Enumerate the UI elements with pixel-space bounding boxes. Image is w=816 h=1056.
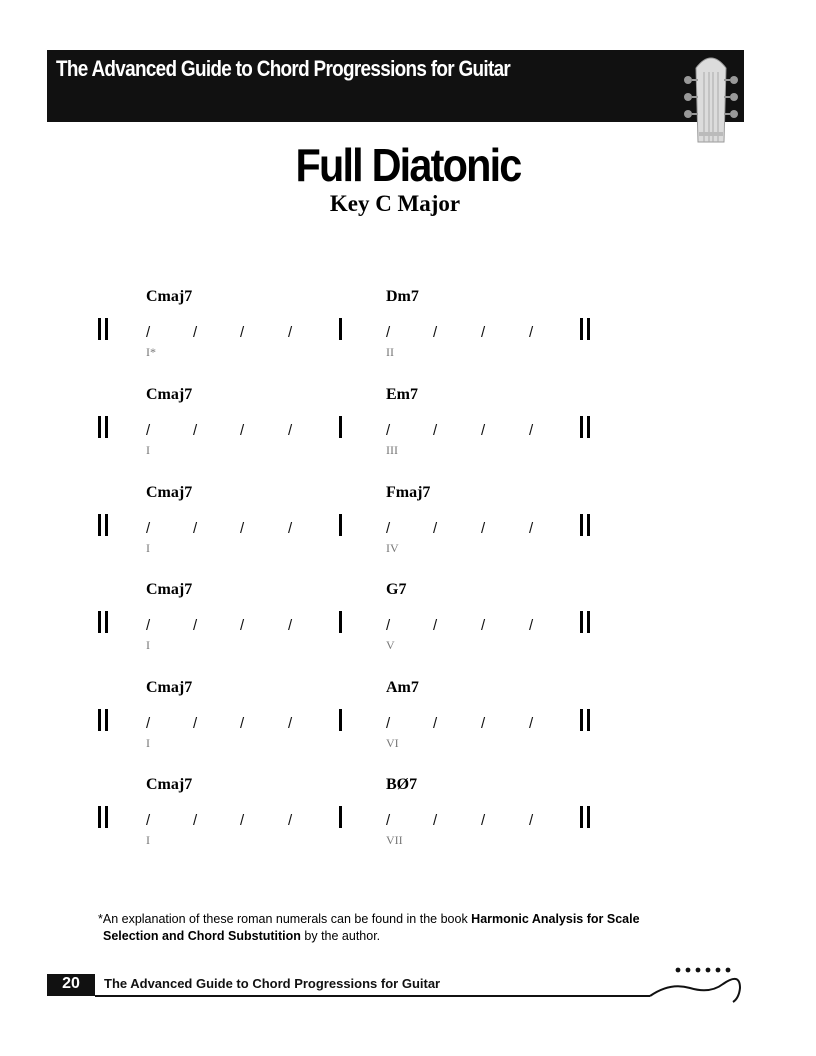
chord-name: Cmaj7 bbox=[146, 484, 193, 501]
beat-slash: / bbox=[433, 422, 438, 439]
footnote-book-title-cont: Selection and Chord Substutition bbox=[103, 929, 301, 943]
roman-numeral: I* bbox=[146, 345, 156, 359]
roman-numeral: I bbox=[146, 736, 150, 750]
footnote-text: *An explanation of these roman numerals can be found in the book bbox=[98, 912, 472, 926]
beat-slash: / bbox=[240, 324, 245, 341]
beat-slash: / bbox=[481, 812, 486, 829]
beat-slash: / bbox=[146, 715, 151, 732]
beat-slash: / bbox=[386, 422, 391, 439]
double-barline-start bbox=[98, 318, 110, 340]
beat-slash: / bbox=[481, 520, 486, 537]
beat-slash: / bbox=[146, 812, 151, 829]
header-bar bbox=[47, 50, 744, 122]
beat-slash: / bbox=[386, 520, 391, 537]
beat-slash: / bbox=[433, 324, 438, 341]
double-barline-end bbox=[580, 709, 592, 731]
page-number: 20 bbox=[62, 975, 80, 992]
progression-row bbox=[0, 581, 816, 661]
beat-slash: / bbox=[529, 812, 534, 829]
beat-slash: / bbox=[386, 617, 391, 634]
beat-slash: / bbox=[529, 520, 534, 537]
beat-slash: / bbox=[433, 812, 438, 829]
beat-slash: / bbox=[288, 617, 293, 634]
beat-slash: / bbox=[146, 324, 151, 341]
beat-slash: / bbox=[386, 812, 391, 829]
roman-numeral: I bbox=[146, 443, 150, 457]
double-barline-start bbox=[98, 611, 110, 633]
double-barline-start bbox=[98, 709, 110, 731]
beat-slash: / bbox=[529, 422, 534, 439]
chord-name: Cmaj7 bbox=[146, 776, 193, 793]
beat-slash: / bbox=[240, 422, 245, 439]
beat-slash: / bbox=[481, 422, 486, 439]
chord-name: Dm7 bbox=[386, 288, 419, 305]
double-barline-end bbox=[580, 318, 592, 340]
barline bbox=[339, 416, 342, 438]
beat-slash: / bbox=[433, 715, 438, 732]
beat-slash: / bbox=[288, 520, 293, 537]
chord-name: Em7 bbox=[386, 386, 418, 403]
double-barline-end bbox=[580, 416, 592, 438]
chord-name: Cmaj7 bbox=[146, 386, 193, 403]
beat-slash: / bbox=[193, 324, 198, 341]
chord-name: G7 bbox=[386, 581, 407, 598]
beat-slash: / bbox=[240, 812, 245, 829]
progression-row bbox=[0, 386, 816, 466]
beat-slash: / bbox=[481, 715, 486, 732]
footnote-book-title: Harmonic Analysis for Scale bbox=[471, 912, 640, 926]
barline bbox=[339, 709, 342, 731]
roman-numeral: III bbox=[386, 443, 398, 457]
barline bbox=[339, 611, 342, 633]
roman-numeral: IV bbox=[386, 541, 399, 555]
beat-slash: / bbox=[146, 617, 151, 634]
beat-slash: / bbox=[240, 617, 245, 634]
double-barline-start bbox=[98, 416, 110, 438]
roman-numeral: I bbox=[146, 833, 150, 847]
beat-slash: / bbox=[288, 324, 293, 341]
double-barline-start bbox=[98, 514, 110, 536]
beat-slash: / bbox=[193, 715, 198, 732]
beat-slash: / bbox=[193, 422, 198, 439]
beat-slash: / bbox=[386, 324, 391, 341]
roman-numeral: II bbox=[386, 345, 394, 359]
progression-row bbox=[0, 288, 816, 368]
footnote bbox=[98, 911, 718, 945]
beat-slash: / bbox=[146, 422, 151, 439]
beat-slash: / bbox=[529, 617, 534, 634]
beat-slash: / bbox=[240, 520, 245, 537]
progression-row bbox=[0, 484, 816, 564]
page-subtitle: Key C Major bbox=[329, 191, 461, 216]
progression-row bbox=[0, 679, 816, 759]
page-number-badge bbox=[47, 974, 95, 996]
beat-slash: / bbox=[288, 715, 293, 732]
barline bbox=[339, 318, 342, 340]
beat-slash: / bbox=[433, 520, 438, 537]
footnote-text-end: by the author. bbox=[300, 929, 381, 943]
double-barline-start bbox=[98, 806, 110, 828]
beat-slash: / bbox=[288, 812, 293, 829]
header-title: The Advanced Guide to Chord Progressions for Guitar bbox=[56, 56, 511, 81]
beat-slash: / bbox=[386, 715, 391, 732]
beat-slash: / bbox=[529, 715, 534, 732]
chord-name: Cmaj7 bbox=[146, 581, 193, 598]
chord-name: Am7 bbox=[386, 679, 419, 696]
beat-slash: / bbox=[146, 520, 151, 537]
beat-slash: / bbox=[481, 324, 486, 341]
roman-numeral: I bbox=[146, 638, 150, 652]
roman-numeral: V bbox=[386, 638, 395, 652]
double-barline-end bbox=[580, 806, 592, 828]
double-barline-end bbox=[580, 514, 592, 536]
beat-slash: / bbox=[529, 324, 534, 341]
double-barline-end bbox=[580, 611, 592, 633]
chord-name: Cmaj7 bbox=[146, 679, 193, 696]
guitar-headstock-icon bbox=[676, 50, 746, 145]
beat-slash: / bbox=[193, 520, 198, 537]
chord-name: BØ7 bbox=[386, 776, 418, 793]
footer-title: The Advanced Guide to Chord Progressions for Guitar bbox=[104, 976, 441, 991]
beat-slash: / bbox=[433, 617, 438, 634]
roman-numeral: I bbox=[146, 541, 150, 555]
beat-slash: / bbox=[193, 812, 198, 829]
chord-name: Fmaj7 bbox=[386, 484, 431, 501]
roman-numeral: VII bbox=[386, 833, 403, 847]
barline bbox=[339, 806, 342, 828]
progression-row bbox=[0, 776, 816, 856]
beat-slash: / bbox=[481, 617, 486, 634]
chord-name: Cmaj7 bbox=[146, 288, 193, 305]
beat-slash: / bbox=[193, 617, 198, 634]
barline bbox=[339, 514, 342, 536]
beat-slash: / bbox=[240, 715, 245, 732]
page-title: Full Diatonic bbox=[295, 139, 521, 191]
roman-numeral: VI bbox=[386, 736, 399, 750]
beat-slash: / bbox=[288, 422, 293, 439]
